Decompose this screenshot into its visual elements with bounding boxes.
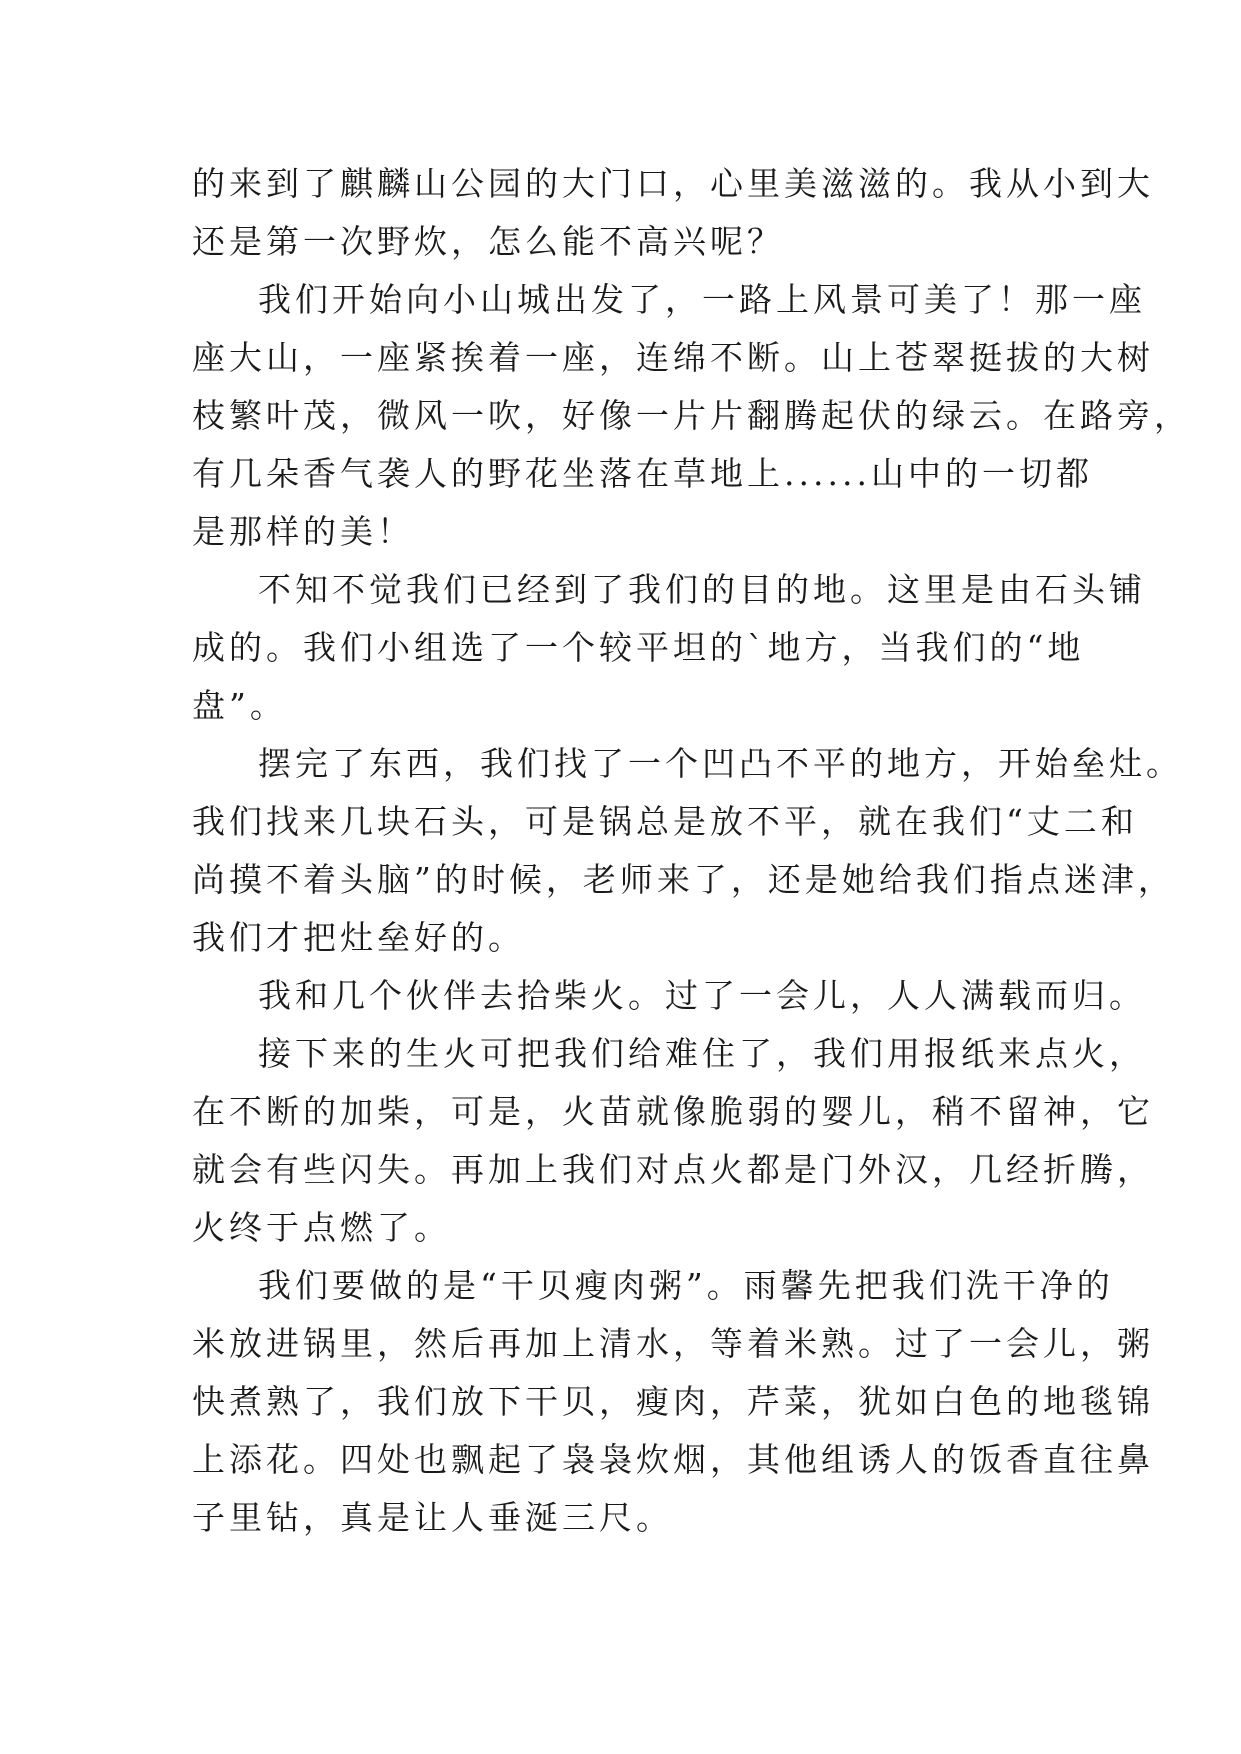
paragraph-first-line: 不知不觉我们已经到了我们的目的地。这里是由石头铺 [258,570,1146,609]
text-line: 火终于点燃了。 [192,1208,451,1247]
text-line: 在不断的加柴，可是，火苗就像脆弱的婴儿，稍不留神，它 [192,1092,1154,1131]
text-line: 盘”。 [192,686,287,725]
paragraph-first-line: 我们要做的是“干贝瘦肉粥”。雨馨先把我们洗干净的 [258,1266,1114,1305]
text-line: 就会有些闪失。再加上我们对点火都是门外汉，几经折腾， [192,1150,1154,1189]
paragraph-first-line: 我们开始向小山城出发了，一路上风景可美了！那一座 [258,280,1146,319]
text-line: 子里钻，真是让人垂涎三尺。 [192,1498,673,1537]
text-line: 还是第一次野炊，怎么能不高兴呢？ [192,222,784,261]
text-line: 座大山，一座紧挨着一座，连绵不断。山上苍翠挺拔的大树 [192,338,1154,377]
text-line: 是那样的美！ [192,512,414,551]
paragraph-first-line: 摆完了东西，我们找了一个凹凸不平的地方，开始垒灶。 [258,744,1183,783]
text-line: 的来到了麒麟山公园的大门口，心里美滋滋的。我从小到大 [192,164,1154,203]
text-line: 上添花。四处也飘起了袅袅炊烟，其他组诱人的饭香直往鼻 [192,1440,1154,1479]
paragraph-first-line: 接下来的生火可把我们给难住了，我们用报纸来点火， [258,1034,1146,1073]
paragraph-first-line: 我和几个伙伴去拾柴火。过了一会儿，人人满载而归。 [258,976,1146,1015]
text-line: 有几朵香气袭人的野花坐落在草地上......山中的一切都 [192,454,1093,493]
text-line: 成的。我们小组选了一个较平坦的`地方，当我们的“地 [192,628,1085,667]
text-line: 快煮熟了，我们放下干贝，瘦肉，芹菜，犹如白色的地毯锦 [192,1382,1154,1421]
text-line: 米放进锅里，然后再加上清水，等着米熟。过了一会儿，粥 [192,1324,1154,1363]
text-line: 尚摸不着头脑”的时候，老师来了，还是她给我们指点迷津， [192,860,1175,899]
text-line: 枝繁叶茂，微风一吹，好像一片片翻腾起伏的绿云。在路旁， [192,396,1191,435]
text-line: 我们找来几块石头，可是锅总是放不平，就在我们“丈二和 [192,802,1138,841]
text-line: 我们才把灶垒好的。 [192,918,525,957]
